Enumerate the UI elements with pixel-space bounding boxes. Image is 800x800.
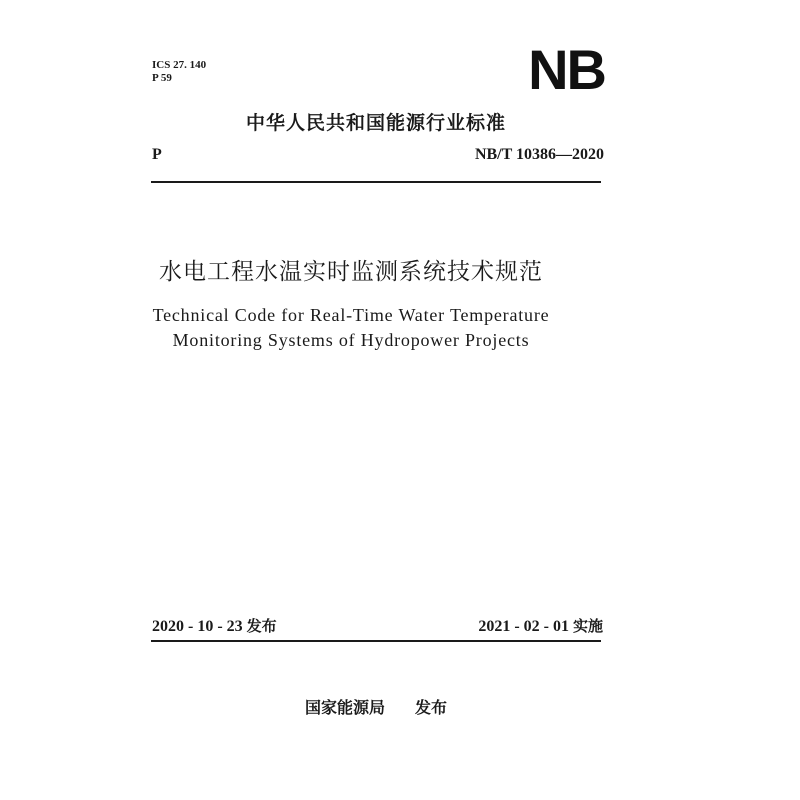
implementation-date: [478, 616, 603, 637]
publisher: [176, 697, 576, 719]
implementation-date-value: 2021 - 02 - 01: [478, 618, 569, 635]
title-chinese: 水电工程水温实时监测系统技术规范: [159, 259, 543, 285]
issue-date-value: 2020 - 10 - 23: [152, 618, 243, 635]
ics-code: ICS 27. 140: [152, 59, 207, 71]
title-english-line-1: Technical Code for Real-Time Water Temperature: [152, 305, 550, 325]
top-divider: [151, 181, 601, 183]
issue-date-label: 发布: [246, 617, 277, 635]
classification-code: P: [152, 146, 162, 163]
title-english-line-2: Monitoring Systems of Hydropower Projects: [172, 330, 530, 350]
standard-type-heading: 中华人民共和国能源行业标准: [245, 112, 506, 134]
classification-code-small: P 59: [152, 72, 172, 84]
nb-logo: NB: [528, 38, 605, 101]
implementation-date-label: 实施: [572, 617, 603, 635]
publisher-action: 发布: [415, 698, 448, 717]
publisher-name: 国家能源局: [304, 698, 385, 717]
standard-number: NB/T 10386—2020: [474, 146, 604, 163]
issue-date: [152, 616, 277, 637]
bottom-divider: [151, 640, 601, 642]
